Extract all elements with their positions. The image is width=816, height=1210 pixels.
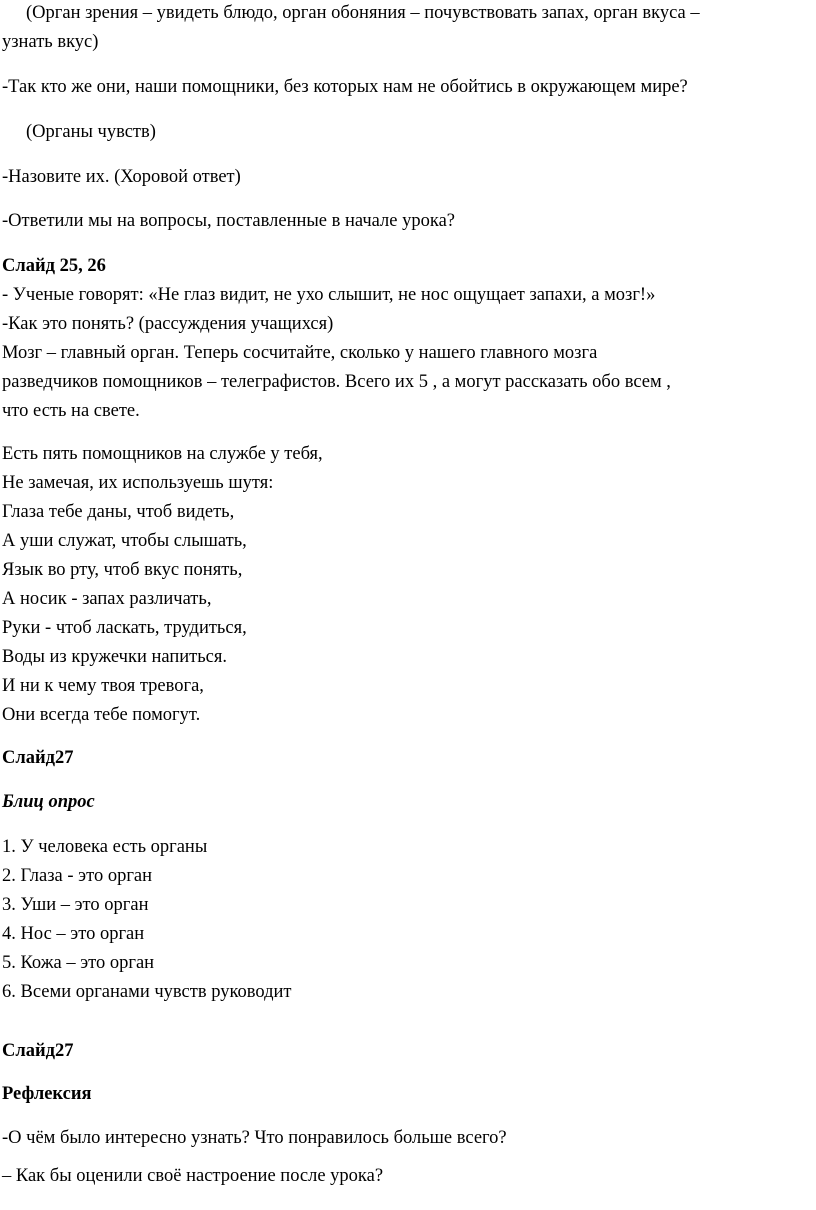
slide-25-line: - Ученые говорят: «Не глаз видит, не ухо слышит, не нос ощущает запахи, а мозг!» — [2, 285, 656, 305]
quiz-item: 2. Глаза - это орган — [2, 866, 153, 886]
poem-line: Руки - чтоб ласкать, трудиться, — [2, 618, 247, 638]
poem-line: Глаза тебе даны, чтоб видеть, — [2, 502, 235, 522]
poem-line: И ни к чему твоя тревога, — [2, 676, 204, 696]
question-helpers: -Так кто же они, наши помощники, без которых нам не обойтись в окружающем мире? — [2, 77, 688, 97]
intro-line-2: узнать вкус) — [2, 32, 99, 52]
slide-25-line: Мозг – главный орган. Теперь сосчитайте, сколько у нашего главного мозга — [2, 343, 598, 363]
slide-25-line: что есть на свете. — [2, 401, 140, 421]
poem-line: Воды из кружечки напиться. — [2, 647, 227, 667]
poem-line: Язык во рту, чтоб вкус понять, — [2, 560, 243, 580]
slide-25-26-heading: Слайд 25, 26 — [2, 256, 106, 276]
blitz-quiz-heading: Блиц опрос — [2, 792, 95, 812]
quiz-item: 6. Всеми органами чувств руководит — [2, 982, 292, 1002]
poem-line: Они всегда тебе помогут. — [2, 705, 201, 725]
question-answered: -Ответили мы на вопросы, поставленные в начале урока? — [2, 211, 455, 231]
intro-line-1: (Орган зрения – увидеть блюдо, орган обоняния – почувствовать запах, орган вкуса – — [26, 3, 700, 23]
reflection-heading: Рефлексия — [2, 1084, 92, 1104]
poem-line: А носик - запах различать, — [2, 589, 212, 609]
answer-sense-organs: (Органы чувств) — [26, 122, 156, 142]
slide-27-heading-2: Слайд27 — [2, 1041, 74, 1061]
poem-line: Есть пять помощников на службе у тебя, — [2, 444, 323, 464]
slide-27-heading: Слайд27 — [2, 748, 74, 768]
quiz-item: 5. Кожа – это орган — [2, 953, 155, 973]
quiz-item: 1. У человека есть органы — [2, 837, 208, 857]
slide-25-line: -Как это понять? (рассуждения учащихся) — [2, 314, 334, 334]
poem-line: А уши служат, чтобы слышать, — [2, 531, 247, 551]
slide-25-line: разведчиков помощников – телеграфистов. Всего их 5 , а могут рассказать обо всем , — [2, 372, 671, 392]
reflection-line: – Как бы оценили своё настроение после урока? — [2, 1166, 384, 1186]
quiz-item: 3. Уши – это орган — [2, 895, 149, 915]
reflection-line: -О чём было интересно узнать? Что понравилось больше всего? — [2, 1128, 507, 1148]
quiz-item: 4. Нос – это орган — [2, 924, 145, 944]
question-name-them: -Назовите их. (Хоровой ответ) — [2, 167, 241, 187]
poem-line: Не замечая, их используешь шутя: — [2, 473, 274, 493]
